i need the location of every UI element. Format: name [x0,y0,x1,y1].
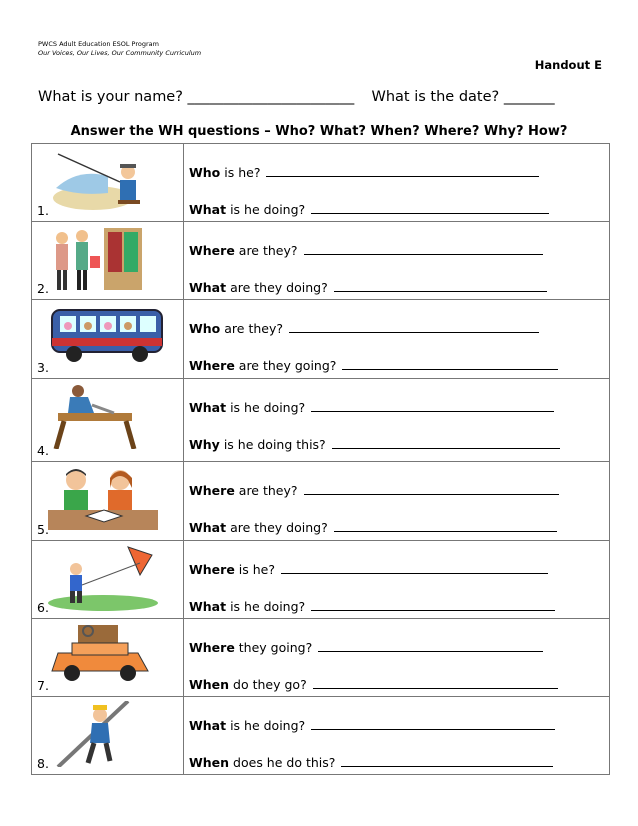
wh-word: Where [189,243,235,258]
picture-cell [32,697,184,775]
wh-word: Where [189,483,235,498]
wh-word: What [189,280,227,295]
picture-cell [32,222,184,300]
bus-icon [48,304,166,370]
wh-word: When [189,677,230,692]
question-2 [189,598,555,614]
wh-word: Where [189,640,235,655]
question-row [32,697,610,775]
question-1 [189,639,543,655]
answer-line[interactable] [289,320,539,333]
carpenter-icon [48,383,148,453]
question-row [32,541,610,619]
question-cell [184,462,610,541]
question-text: are they? [234,483,298,498]
answer-line[interactable] [334,519,557,532]
picture-cell [32,619,184,697]
wh-word: What [189,400,227,415]
question-1 [189,717,555,733]
question-row [32,144,610,222]
question-2 [189,754,553,770]
answer-line[interactable] [266,164,539,177]
question-text: is he doing? [226,202,306,217]
question-text: does he do this? [229,755,336,770]
answer-line[interactable] [341,754,553,767]
row-number: 1. [37,203,49,218]
wh-word: Where [189,358,235,373]
question-1 [189,399,554,415]
picture-cell [32,379,184,462]
picture-cell [32,462,184,541]
question-text: they going? [234,640,313,655]
question-1 [189,164,539,180]
answer-line[interactable] [311,399,554,412]
answer-line[interactable] [342,357,558,370]
date-prompt: What is the date? [371,89,500,105]
row-number: 5. [37,522,49,537]
wh-word: Where [189,562,235,577]
question-cell [184,379,610,462]
curriculum-name: Our Voices, Our Lives, Our Community Curriculum [38,49,202,57]
answer-line[interactable] [311,598,555,611]
question-row [32,300,610,379]
climber-icon [48,701,132,771]
question-2 [189,357,558,373]
wh-word: What [189,718,227,733]
question-text: are they going? [234,358,337,373]
question-cell [184,697,610,775]
question-1 [189,242,543,258]
wh-word: What [189,202,227,217]
wh-word: Why [189,437,220,452]
name-blank[interactable]: _______________________ [187,89,355,105]
name-date-row [38,89,600,105]
question-text: do they go? [229,677,307,692]
answer-line[interactable] [318,639,543,652]
question-row [32,462,610,541]
answer-line[interactable] [304,242,543,255]
question-text: is he doing? [226,718,306,733]
question-row [32,222,610,300]
name-prompt: What is your name? [38,89,183,105]
question-2 [189,519,557,535]
question-row [32,379,610,462]
question-2 [189,279,547,295]
wh-word: What [189,599,227,614]
question-1 [189,482,559,498]
picture-cell [32,300,184,379]
answer-line[interactable] [313,676,558,689]
row-number: 8. [37,756,49,771]
loaded-car-icon [48,623,158,693]
question-1 [189,320,539,336]
question-text: are they? [234,243,298,258]
picture-cell [32,144,184,222]
row-number: 4. [37,443,49,458]
date-blank[interactable]: _______ [503,89,555,105]
answer-line[interactable] [304,482,559,495]
program-name: PWCS Adult Education ESOL Program [38,40,159,48]
question-row [32,619,610,697]
question-2 [189,201,549,217]
row-number: 3. [37,360,49,375]
question-text: are they doing? [226,520,328,535]
wh-word: Who [189,321,221,336]
wh-word: What [189,520,227,535]
picture-cell [32,541,184,619]
answer-line[interactable] [334,279,547,292]
fisherman-icon [48,148,148,218]
question-cell [184,144,610,222]
question-text: is he doing? [226,599,306,614]
students-reading-icon [48,466,158,534]
question-cell [184,300,610,379]
kite-flyer-icon [48,545,158,615]
question-cell [184,541,610,619]
question-text: are they doing? [226,280,328,295]
answer-line[interactable] [311,201,549,214]
question-2 [189,436,560,452]
questions-table [31,143,610,775]
question-text: are they? [220,321,283,336]
wh-word: When [189,755,230,770]
row-number: 6. [37,600,49,615]
question-text: is he doing? [226,400,306,415]
wh-word: Who [189,165,221,180]
answer-line[interactable] [281,561,548,574]
row-number: 7. [37,678,49,693]
question-text: is he doing this? [219,437,326,452]
question-text: is he? [220,165,261,180]
question-2 [189,676,558,692]
row-number: 2. [37,281,49,296]
shoppers-icon [48,226,144,298]
instructions: Answer the WH questions – Who? What? When? Where? Why? How? [70,124,568,139]
answer-line[interactable] [311,717,555,730]
question-cell [184,619,610,697]
question-1 [189,561,548,577]
answer-line[interactable] [332,436,560,449]
question-text: is he? [234,562,275,577]
question-cell [184,222,610,300]
handout-label: Handout E [534,58,602,72]
